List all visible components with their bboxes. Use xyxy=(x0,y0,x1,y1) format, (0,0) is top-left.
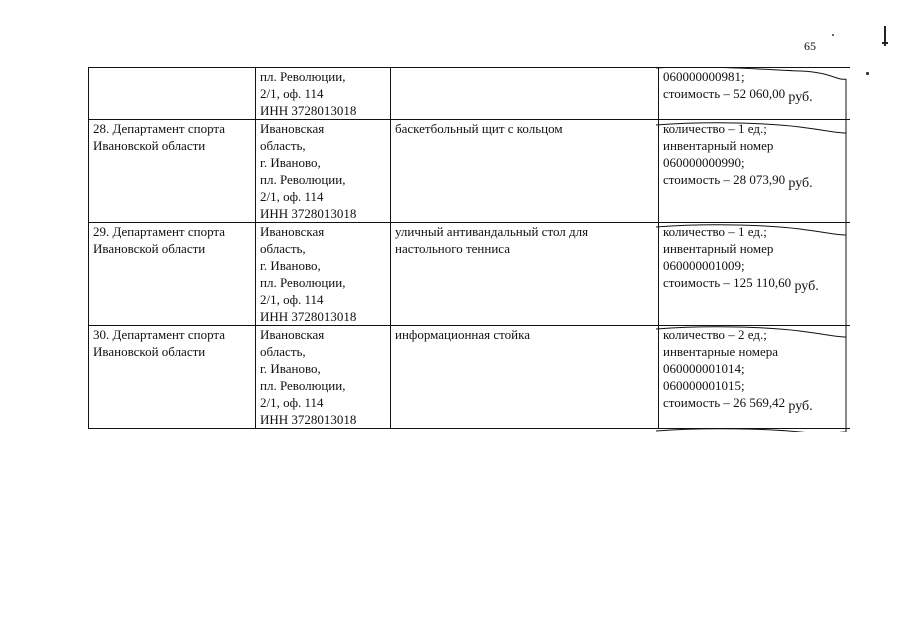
item-name: баскетбольный щит с кольцом xyxy=(395,121,563,136)
address-line: г. Иваново, xyxy=(260,258,321,273)
item-cell xyxy=(391,223,659,326)
owner-cell xyxy=(89,326,256,429)
address-line: область, xyxy=(260,241,306,256)
details-cell xyxy=(659,120,851,223)
address-line: ИНН 3728013018 xyxy=(260,309,357,324)
detail-line: инвентарные номера xyxy=(663,344,779,359)
address-line: область, xyxy=(260,344,306,359)
cost-value: стоимость – 52 060,00 xyxy=(663,86,786,101)
cost-line xyxy=(663,171,850,189)
address-cell xyxy=(256,68,391,120)
address-line: Ивановская xyxy=(260,327,325,342)
address-line: пл. Революции, xyxy=(260,378,346,393)
address-line: 2/1, оф. 114 xyxy=(260,292,324,307)
table-row xyxy=(89,68,851,120)
detail-line: количество – 2 ед.; xyxy=(663,327,767,342)
detail-line: 060000001014; xyxy=(663,361,745,376)
owner-cell xyxy=(89,223,256,326)
detail-line: 060000000981; xyxy=(663,69,745,84)
detail-line: 060000000990; xyxy=(663,155,745,170)
address-line: 2/1, оф. 114 xyxy=(260,395,324,410)
cost-value: стоимость – 26 569,42 xyxy=(663,395,786,410)
details-cell xyxy=(659,223,851,326)
address-cell xyxy=(256,120,391,223)
binder-mark xyxy=(884,26,886,46)
owner-name-line: 30. Департамент спорта xyxy=(93,327,226,342)
address-cell xyxy=(256,223,391,326)
address-line: 2/1, оф. 114 xyxy=(260,189,324,204)
table-row xyxy=(89,120,851,223)
address-line: пл. Революции, xyxy=(260,275,346,290)
item-cell xyxy=(391,326,659,429)
owner-cell xyxy=(89,120,256,223)
item-cell xyxy=(391,120,659,223)
address-line: Ивановская xyxy=(260,121,325,136)
address-line: г. Иваново, xyxy=(260,361,321,376)
details-cell xyxy=(659,68,851,120)
item-cell xyxy=(391,68,659,120)
address-line: Ивановская xyxy=(260,224,325,239)
property-table xyxy=(88,67,850,429)
item-name-line: настольного тенниса xyxy=(395,241,510,256)
item-name: информационная стойка xyxy=(395,327,531,342)
property-table-body xyxy=(89,68,851,429)
address-line: пл. Революции, xyxy=(260,172,346,187)
owner-cell xyxy=(89,68,256,120)
address-line: ИНН 3728013018 xyxy=(260,412,357,427)
scan-speck xyxy=(832,34,834,36)
currency-label: руб. xyxy=(794,279,819,294)
currency-label: руб. xyxy=(788,90,813,105)
table-row xyxy=(89,326,851,429)
cost-line xyxy=(663,85,850,103)
owner-name-line: Ивановской области xyxy=(93,138,206,153)
detail-line: количество – 1 ед.; xyxy=(663,121,767,136)
details-cell xyxy=(659,326,851,429)
cost-value: стоимость – 125 110,60 xyxy=(663,275,792,290)
detail-line: 060000001015; xyxy=(663,378,745,393)
cost-line xyxy=(663,394,850,412)
cost-value: стоимость – 28 073,90 xyxy=(663,172,786,187)
detail-line: количество – 1 ед.; xyxy=(663,224,767,239)
address-cell xyxy=(256,326,391,429)
address-line: пл. Революции, xyxy=(260,69,346,84)
cost-line xyxy=(663,274,850,292)
item-name-line: уличный антивандальный стол для xyxy=(395,224,589,239)
currency-label: руб. xyxy=(788,176,813,191)
address-line: ИНН 3728013018 xyxy=(260,206,357,221)
address-line: ИНН 3728013018 xyxy=(260,103,357,118)
owner-name-line: 29. Департамент спорта xyxy=(93,224,226,239)
detail-line: инвентарный номер xyxy=(663,138,774,153)
table-row xyxy=(89,223,851,326)
address-line: г. Иваново, xyxy=(260,155,321,170)
detail-line: инвентарный номер xyxy=(663,241,774,256)
owner-name-line: 28. Департамент спорта xyxy=(93,121,226,136)
page-number: 65 xyxy=(804,39,816,53)
detail-line: 060000001009; xyxy=(663,258,745,273)
address-line: 2/1, оф. 114 xyxy=(260,86,324,101)
owner-name-line: Ивановской области xyxy=(93,241,206,256)
address-line: область, xyxy=(260,138,306,153)
owner-name-line: Ивановской области xyxy=(93,344,206,359)
currency-label: руб. xyxy=(788,399,813,414)
scan-speck xyxy=(866,72,869,75)
